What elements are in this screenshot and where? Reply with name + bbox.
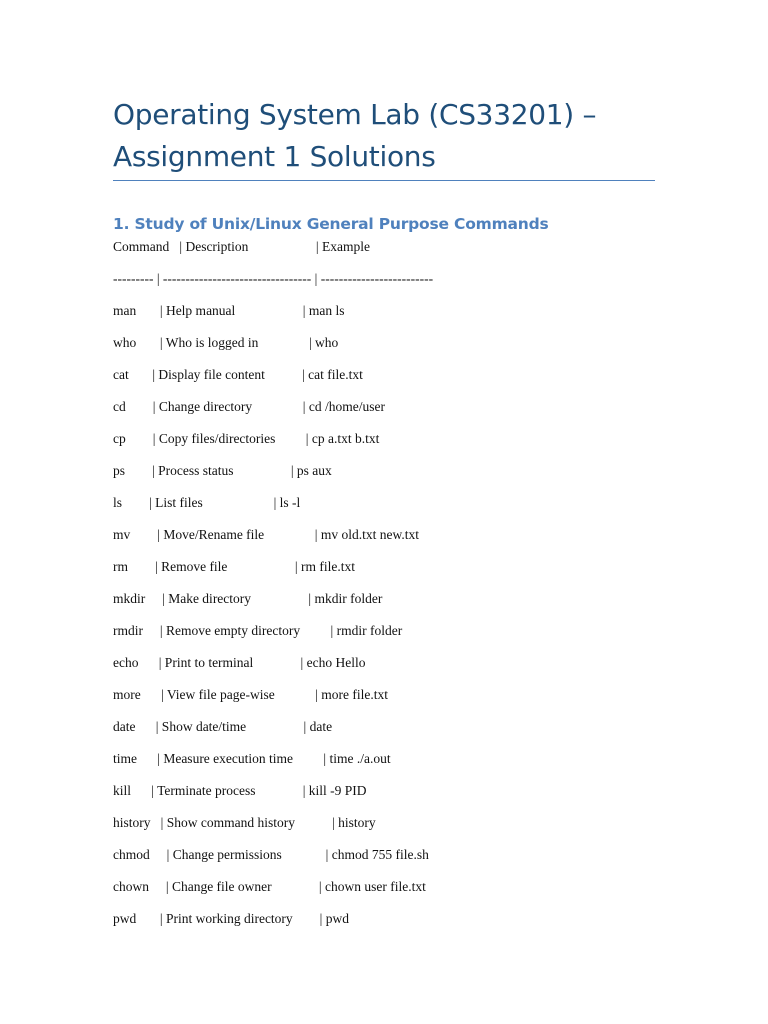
command-line: man | Help manual | man ls xyxy=(113,303,345,318)
command-line: rmdir | Remove empty directory | rmdir folder xyxy=(113,623,403,638)
command-line: history | Show command history | history xyxy=(113,815,376,830)
command-line: time | Measure execution time | time ./a.out xyxy=(113,751,391,766)
section-heading: 1. Study of Unix/Linux General Purpose Commands xyxy=(113,215,549,233)
table-header-line: Command | Description | Example xyxy=(113,239,370,254)
title-underline xyxy=(113,180,655,181)
command-line: ls | List files | ls -l xyxy=(113,495,301,510)
command-line: who | Who is logged in | who xyxy=(113,335,339,350)
command-line: mkdir | Make directory | mkdir folder xyxy=(113,591,383,606)
command-line: echo | Print to terminal | echo Hello xyxy=(113,655,366,670)
command-line: more | View file page-wise | more file.txt xyxy=(113,687,389,702)
command-line: rm | Remove file | rm file.txt xyxy=(113,559,355,574)
command-line: pwd | Print working directory | pwd xyxy=(113,911,350,926)
command-line: chmod | Change permissions | chmod 755 file.sh xyxy=(113,847,429,862)
command-line: kill | Terminate process | kill -9 PID xyxy=(113,783,367,798)
command-line: chown | Change file owner | chown user file.txt xyxy=(113,879,426,894)
command-line: cp | Copy files/directories | cp a.txt b.txt xyxy=(113,431,380,446)
command-line: mv | Move/Rename file | mv old.txt new.txt xyxy=(113,527,419,542)
document-title: Operating System Lab (CS33201) – Assignment 1 Solutions xyxy=(113,98,597,173)
command-line: cd | Change directory | cd /home/user xyxy=(113,399,385,414)
command-line: ps | Process status | ps aux xyxy=(113,463,332,478)
table-separator-line: --------- | --------------------------------- | ------------------------- xyxy=(113,271,434,286)
command-line: cat | Display file content | cat file.txt xyxy=(113,367,363,382)
command-line: date | Show date/time | date xyxy=(113,719,333,734)
